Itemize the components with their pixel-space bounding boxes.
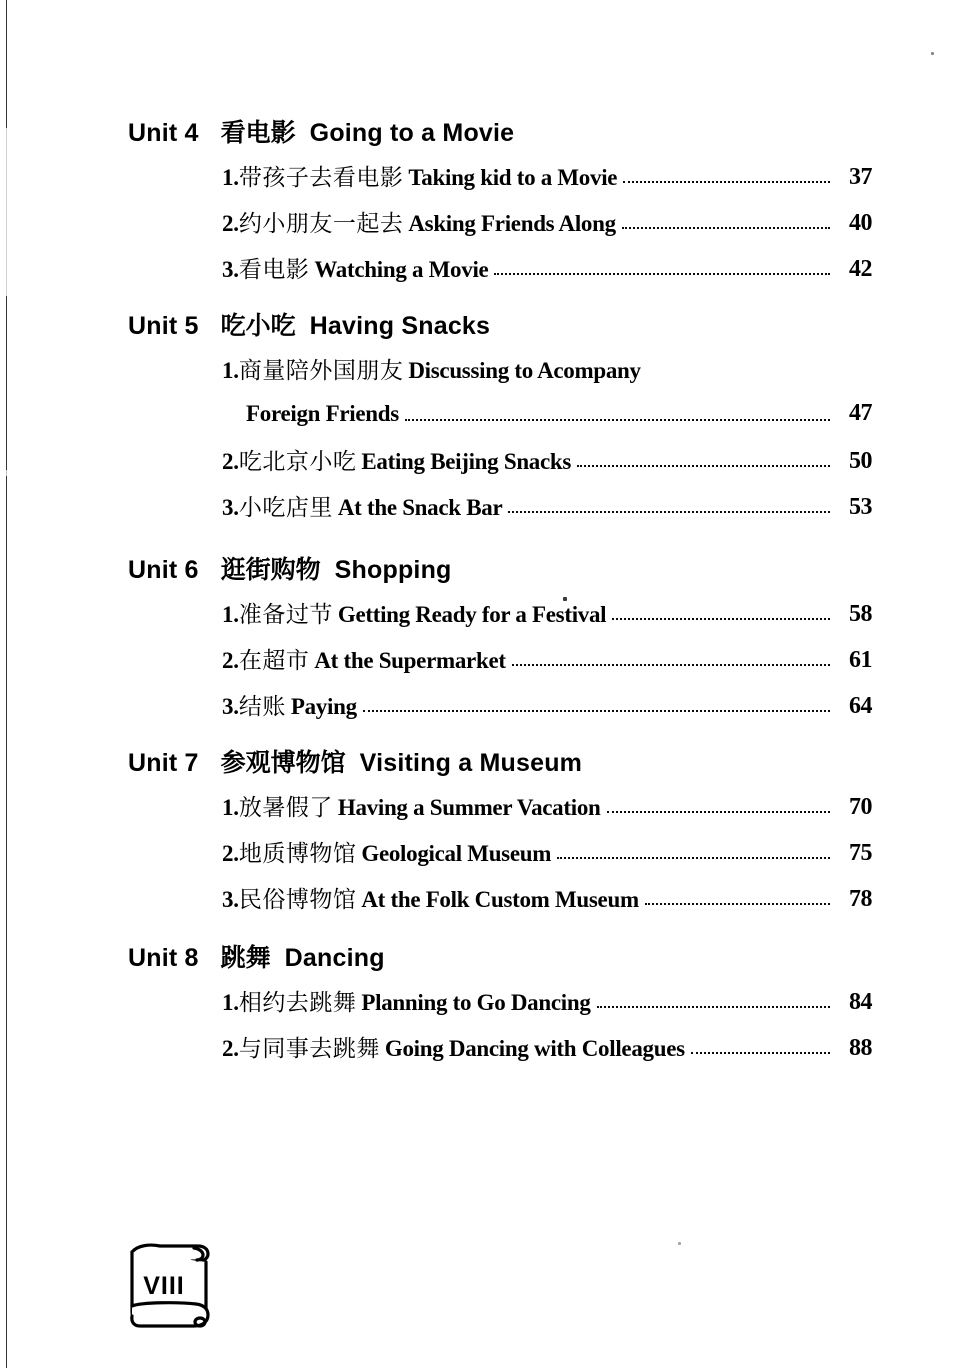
toc-entry[interactable]: [222, 359, 872, 382]
toc-entry-label: [222, 888, 639, 911]
toc-entry-label: [222, 359, 872, 382]
toc-entry-label: [222, 212, 616, 235]
dot-leader: [557, 857, 830, 859]
toc-entry-number: 1.: [222, 795, 239, 820]
toc-entry-number: 2.: [222, 647, 239, 673]
toc-entry-title-chinese: 相约去跳舞: [238, 990, 357, 1016]
dot-leader: [622, 227, 830, 229]
dot-leader: [597, 1006, 830, 1008]
unit-block: [128, 748, 872, 911]
toc-entry-title-english: Going Dancing with Colleagues: [384, 1036, 685, 1062]
toc-entry-page-number: 42: [849, 256, 872, 283]
toc-entry-number: 1.: [222, 165, 239, 191]
toc-entry-label: [222, 166, 617, 189]
toc-entry-title-chinese: 约小朋友一起去: [238, 211, 404, 237]
unit-heading[interactable]: [128, 118, 872, 149]
toc-entry-number: 2.: [222, 448, 239, 474]
toc-entry-title-english: At the Folk Custom Museum: [361, 887, 639, 912]
toc-entry-page-number: 84: [849, 989, 872, 1016]
toc-entry-page-number: 50: [849, 447, 872, 474]
unit-title-chinese: 逛街购物: [220, 555, 321, 584]
toc-entry-label: [222, 603, 606, 626]
toc-entry-title-chinese: 地质博物馆: [238, 841, 357, 866]
toc-entry-number: 3.: [222, 494, 239, 520]
toc-entry-page-number: 75: [849, 840, 872, 866]
toc-entry-label: [222, 496, 502, 519]
dot-leader: [363, 710, 830, 712]
toc-entry-title-english: Asking Friends Along: [408, 211, 616, 237]
toc-entry-number: 3.: [222, 257, 239, 283]
toc-entry[interactable]: [222, 211, 872, 235]
dot-leader: [494, 273, 830, 275]
unit-entry-list: [222, 165, 872, 281]
unit-title-chinese: 看电影: [220, 119, 296, 147]
toc-entry-page-number: 64: [849, 692, 872, 719]
dot-leader: [512, 664, 830, 666]
unit-title-chinese: 跳舞: [220, 944, 271, 972]
toc-entry-number: 1.: [222, 990, 239, 1016]
toc-entry-title-english: Geological Museum: [361, 841, 552, 866]
toc-entry-page-number: 78: [849, 886, 872, 912]
unit-number: Unit 8: [128, 944, 199, 972]
unit-block: [128, 555, 872, 718]
unit-title-chinese: 吃小吃: [220, 312, 296, 341]
unit-entry-list: [222, 795, 872, 911]
toc-entry-label: [222, 649, 506, 672]
toc-entry[interactable]: [222, 990, 872, 1014]
toc-entry-number: 1.: [222, 357, 239, 383]
toc-entry-page-number: 58: [849, 600, 872, 627]
toc-entry-title-english: Getting Ready for a Festival: [337, 601, 607, 627]
toc-entry-number: 2.: [222, 1036, 239, 1062]
scan-speck-artifact: [931, 52, 934, 55]
unit-heading[interactable]: [128, 748, 872, 779]
unit-number: Unit 4: [128, 119, 199, 147]
unit-entry-list: [222, 602, 872, 718]
toc-entry[interactable]: [222, 602, 872, 626]
dot-leader: [691, 1052, 830, 1054]
toc-entry-label: [222, 258, 488, 281]
dot-leader: [607, 811, 830, 813]
unit-title-english: Shopping: [334, 555, 452, 584]
toc-entry[interactable]: [222, 495, 872, 519]
toc-entry-label: [222, 1037, 685, 1060]
unit-entry-list: [222, 990, 872, 1060]
toc-entry-title-english: Having a Summer Vacation: [337, 795, 601, 820]
toc-entry-page-number: 88: [849, 1035, 872, 1062]
table-of-contents: [128, 118, 872, 1082]
toc-entry-title-chinese: 在超市: [238, 647, 310, 673]
unit-heading[interactable]: [128, 943, 872, 974]
toc-entry-title-english: At the Supermarket: [314, 647, 506, 673]
toc-entry-label: [222, 695, 357, 718]
toc-entry[interactable]: [222, 887, 872, 911]
toc-entry[interactable]: [222, 795, 872, 819]
dot-leader: [577, 465, 830, 467]
toc-entry-title-chinese: 小吃店里: [238, 494, 333, 520]
toc-entry-title-english: Watching a Movie: [314, 257, 489, 283]
toc-entry[interactable]: [222, 165, 872, 189]
toc-entry-page-number: 47: [849, 399, 872, 426]
scan-edge-artifact: [6, 0, 7, 1368]
toc-entry-label: [222, 842, 551, 865]
unit-number: Unit 5: [128, 312, 199, 341]
dot-leader: [612, 618, 830, 620]
toc-entry-page-number: 61: [849, 646, 872, 673]
toc-entry-title-chinese: 看电影: [238, 257, 310, 283]
toc-entry-title-chinese: 商量陪外国朋友: [238, 357, 404, 383]
toc-entry[interactable]: [222, 694, 872, 718]
unit-number: Unit 6: [128, 555, 199, 584]
unit-title-english: Having Snacks: [309, 312, 491, 341]
scan-speck-artifact: [678, 1242, 681, 1245]
toc-entry-number: 3.: [222, 693, 239, 719]
toc-entry-page-number: 40: [849, 210, 872, 237]
toc-entry-page-number: 70: [849, 794, 872, 820]
toc-entry-title-english: Taking kid to a Movie: [408, 165, 618, 191]
toc-entry-label: [222, 991, 591, 1014]
toc-entry-title-english: Discussing to Acompany: [408, 357, 641, 383]
unit-title-english: Dancing: [284, 944, 385, 972]
folio-scroll-graphic: [120, 1236, 230, 1340]
folio-page-number: VIII: [143, 1272, 185, 1300]
dot-leader: [508, 511, 830, 513]
toc-entry-continuation-text: Foreign Friends: [246, 400, 399, 426]
toc-entry-title-chinese: 结账: [238, 693, 286, 719]
unit-title-chinese: 参观博物馆: [220, 748, 346, 777]
toc-entry-title-english: Eating Beijing Snacks: [361, 448, 572, 474]
toc-entry-number: 2.: [222, 841, 239, 866]
toc-entry-title-english: Planning to Go Dancing: [361, 990, 591, 1016]
dot-leader: [623, 181, 830, 183]
toc-entry-title-chinese: 吃北京小吃: [238, 448, 357, 474]
toc-entry-title-chinese: 与同事去跳舞: [238, 1036, 380, 1062]
toc-entry-page-number: 53: [849, 493, 872, 520]
toc-entry-page-number: 37: [849, 164, 872, 191]
unit-block: [128, 311, 872, 518]
toc-entry-continuation[interactable]: [246, 400, 872, 427]
toc-entry[interactable]: [222, 648, 872, 672]
toc-entry-title-english: Paying: [290, 693, 357, 719]
unit-heading[interactable]: [128, 311, 872, 342]
unit-block: [128, 118, 872, 281]
toc-entry-number: 3.: [222, 887, 239, 912]
unit-number: Unit 7: [128, 748, 199, 777]
unit-entry-list: [222, 359, 872, 519]
dot-leader: [645, 903, 830, 905]
toc-entry-label: [222, 450, 571, 473]
toc-entry-number: 2.: [222, 211, 239, 237]
toc-entry-title-chinese: 准备过节: [238, 601, 333, 627]
toc-entry-title-chinese: 带孩子去看电影: [238, 165, 404, 191]
toc-entry[interactable]: [222, 841, 872, 865]
unit-title-english: Going to a Movie: [309, 119, 515, 147]
unit-block: [128, 943, 872, 1060]
toc-entry-number: 1.: [222, 601, 239, 627]
toc-entry-label: [222, 796, 601, 819]
toc-entry-title-english: At the Snack Bar: [337, 494, 503, 520]
toc-entry-title-chinese: 放暑假了: [238, 795, 333, 820]
unit-heading[interactable]: [128, 555, 872, 586]
toc-entry[interactable]: [222, 449, 872, 473]
dot-leader: [405, 419, 830, 421]
toc-entry[interactable]: [222, 257, 872, 281]
toc-entry-title-chinese: 民俗博物馆: [238, 887, 357, 912]
toc-entry[interactable]: [222, 1036, 872, 1060]
unit-title-english: Visiting a Museum: [359, 748, 583, 777]
